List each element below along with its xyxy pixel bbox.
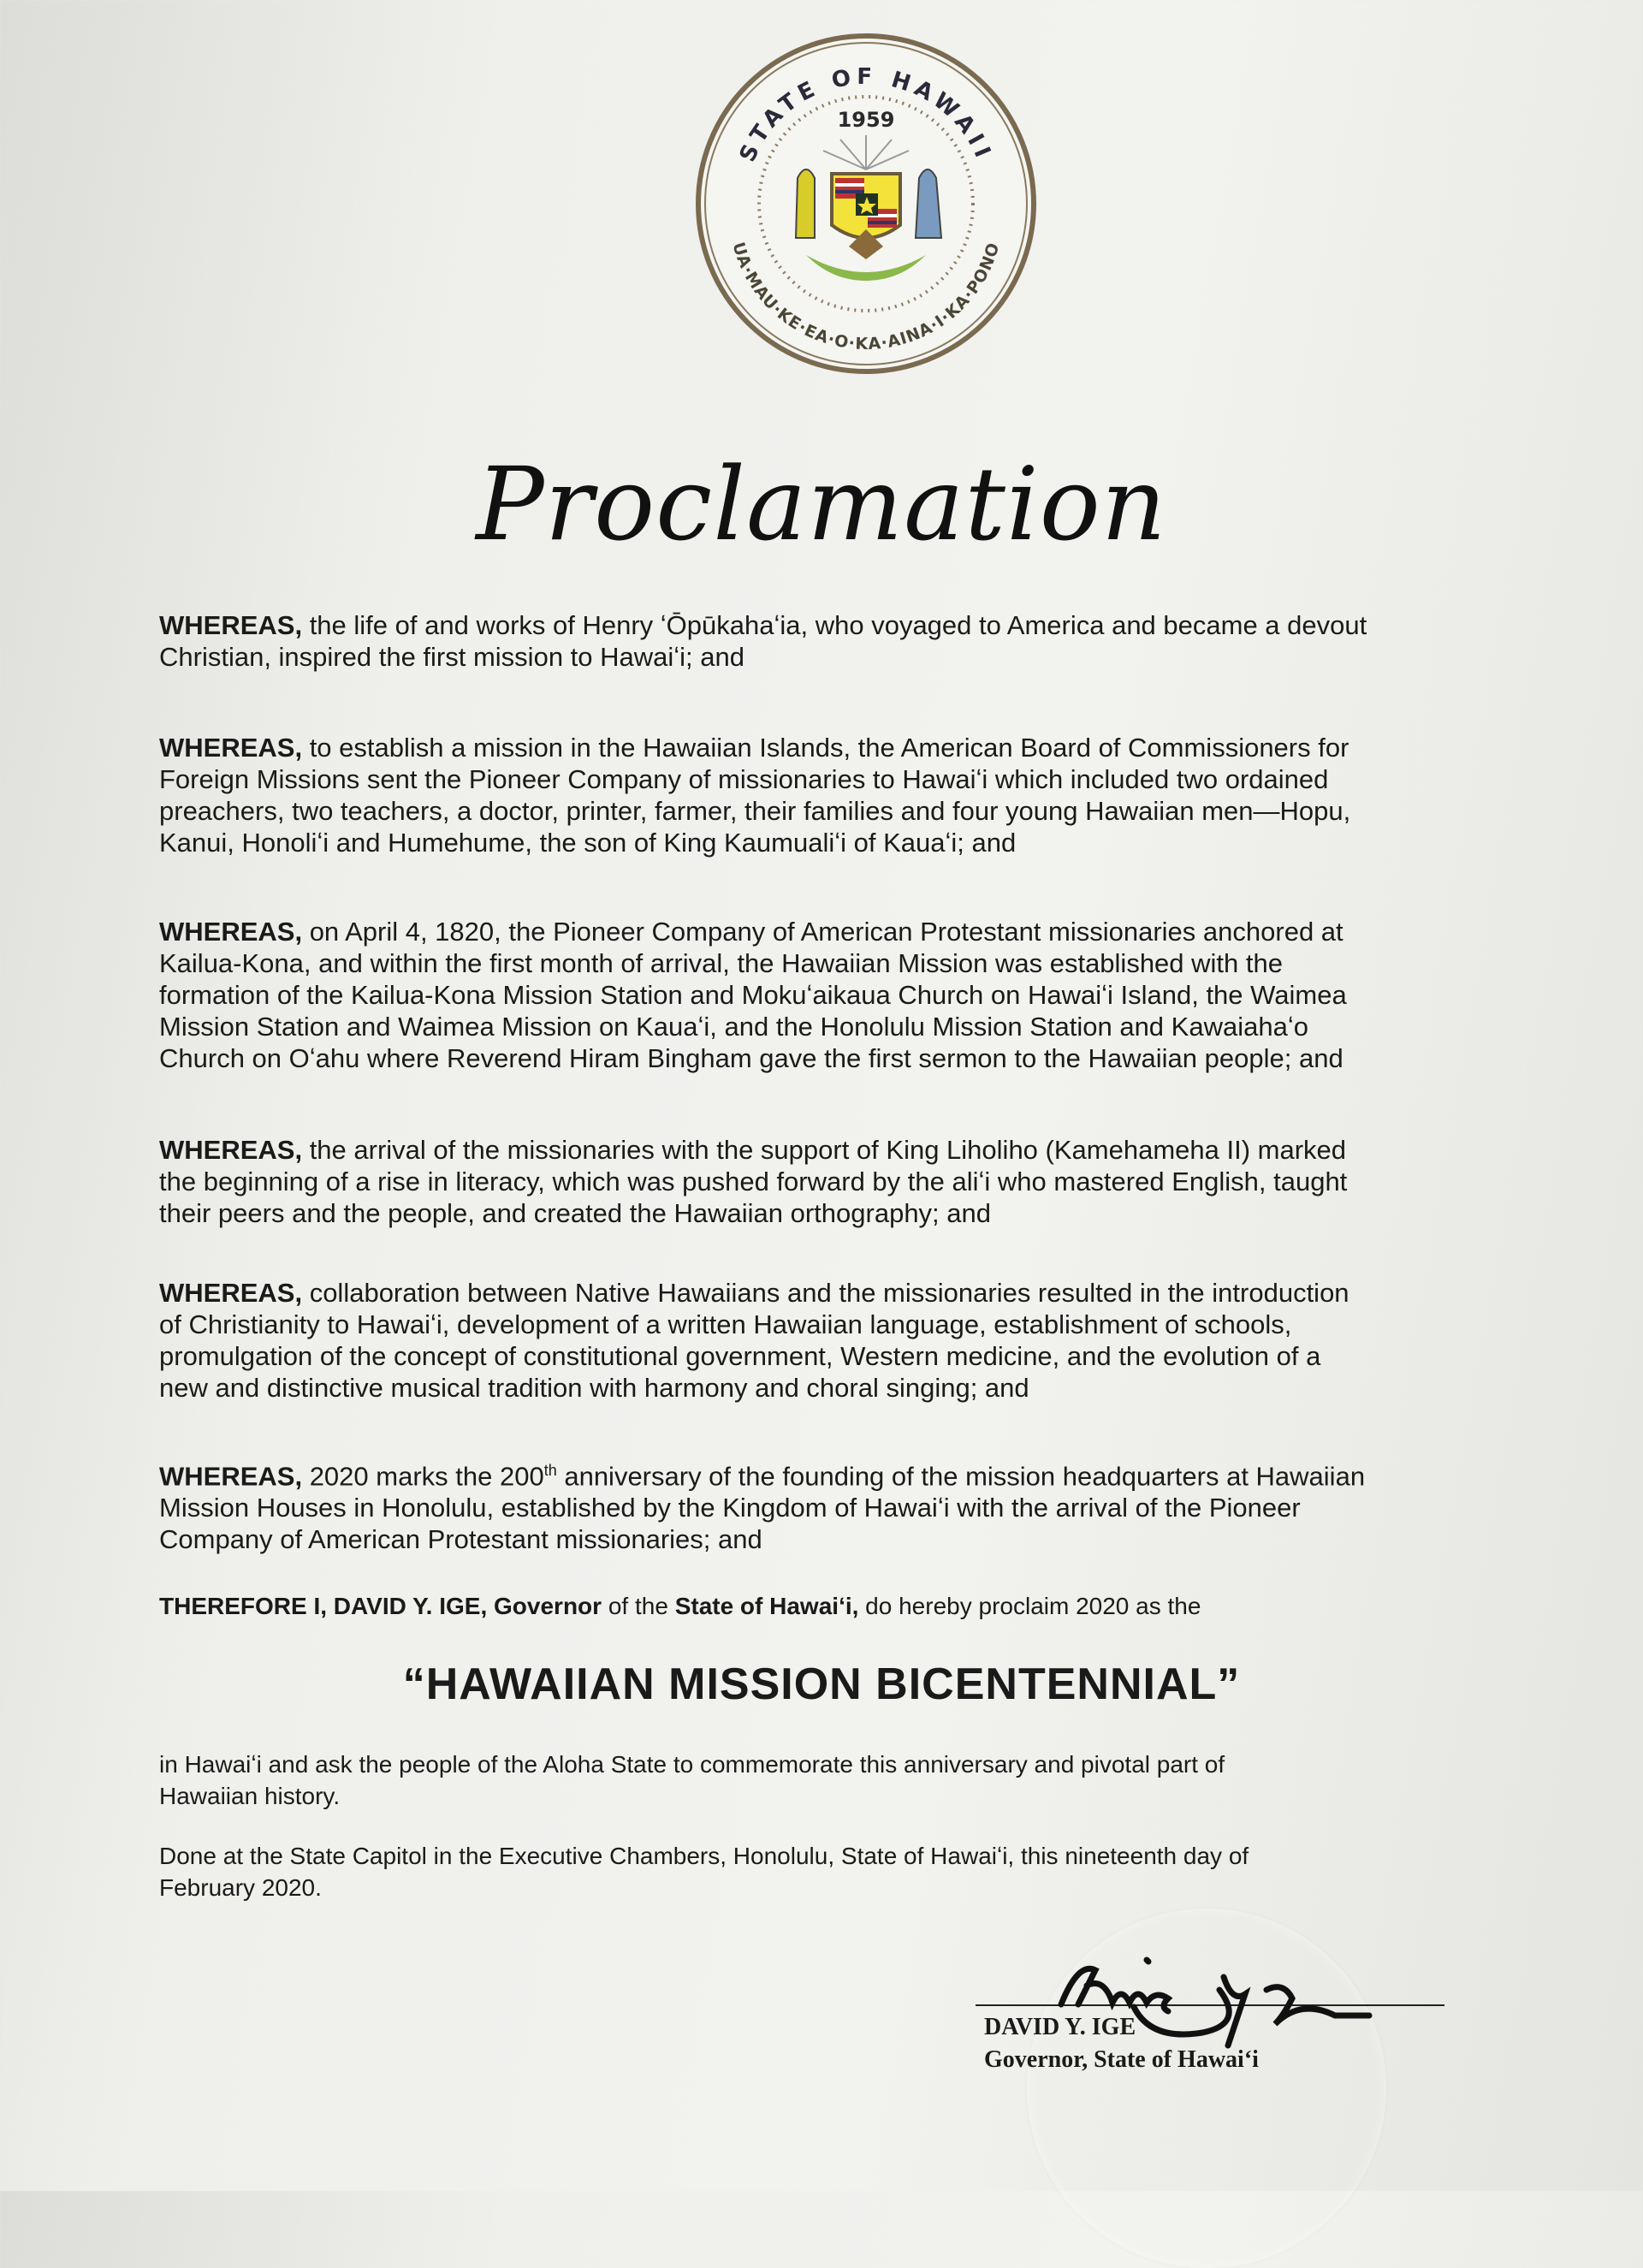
paragraph-line: formation of the Kailua-Kona Mission Station and Mokuʻaikaua Church on Hawaiʻi Island, the Waimea <box>159 980 1347 1010</box>
paragraph-line: Church on Oʻahu where Reverend Hiram Bingham gave the first sermon to the Hawaiian people; and <box>159 1043 1343 1073</box>
paragraph-line: to establish a mission in the Hawaiian Islands, the American Board of Commissioners for <box>302 733 1349 763</box>
state-seal <box>695 33 1037 375</box>
paragraph-line: of Christianity to Hawaiʻi, development of a written Hawaiian language, establishment of schools, <box>159 1309 1292 1339</box>
superscript: th <box>543 1462 557 1479</box>
document-title: Proclamation <box>476 445 1167 563</box>
paragraph-line: Mission Houses in Honolulu, established by the Kingdom of Hawaiʻi with the arrival of the Pioneer <box>159 1493 1301 1523</box>
paragraph-line: promulgation of the concept of constitutional government, Western medicine, and the evolution of a <box>159 1341 1321 1371</box>
therefore-bold: THEREFORE I, DAVID Y. IGE, Governor <box>159 1593 602 1619</box>
signatory-title: Governor, State of Hawaiʻi <box>984 2046 1259 2073</box>
whereas-lead: WHEREAS, <box>159 1461 303 1492</box>
therefore-text: of the <box>602 1593 675 1619</box>
paragraph-line: Hawaiian history. <box>159 1783 341 1809</box>
paragraph-line: Kailua-Kona, and within the first month of arrival, the Hawaiian Mission was established with the <box>159 948 1283 978</box>
paragraph-text: 2020 marks the 200 <box>302 1461 544 1492</box>
paragraph-text: anniversary of the founding of the mission headquarters at Hawaiian <box>556 1461 1366 1492</box>
proclamation-headline: “HAWAIIAN MISSION BICENTENNIAL” <box>402 1659 1241 1709</box>
whereas-lead: WHEREAS, <box>159 1135 303 1165</box>
therefore-text: do hereby proclaim 2020 as the <box>858 1593 1201 1619</box>
closing-paragraph <box>159 1748 1528 1812</box>
seal-top-text: STATE OF HAWAII <box>734 63 998 166</box>
paragraph-line: their peers and the people, and created the Hawaiian orthography; and <box>159 1198 992 1228</box>
whereas-lead: WHEREAS, <box>159 733 303 763</box>
paragraph-line: collaboration between Native Hawaiians and the missionaries resulted in the introduction <box>302 1278 1349 1308</box>
whereas-paragraph-2 <box>159 732 1528 858</box>
paragraph-line: Christian, inspired the first mission to Hawaiʻi; and <box>159 642 744 672</box>
therefore-bold: State of Hawaiʻi, <box>674 1593 859 1619</box>
whereas-lead: WHEREAS, <box>159 917 303 947</box>
paragraph-line: Kanui, Honoliʻi and Humehume, the son of King Kaumualiʻi of Kauaʻi; and <box>159 828 1017 858</box>
paragraph-line: the arrival of the missionaries with the support of King Liholiho (Kamehameha II) marked <box>302 1135 1347 1165</box>
paragraph-line: on April 4, 1820, the Pioneer Company of American Protestant missionaries anchored at <box>302 917 1343 947</box>
paragraph-line: Foreign Missions sent the Pioneer Company of missionaries to Hawaiʻi which included two ordained <box>159 764 1329 794</box>
paragraph-line: Mission Station and Waimea Mission on Kauaʻi, and the Honolulu Mission Station and Kawaiahaʻo <box>159 1012 1308 1042</box>
whereas-lead: WHEREAS, <box>159 1278 303 1308</box>
signatory-block <box>984 2011 1259 2076</box>
whereas-paragraph-4 <box>159 1134 1528 1229</box>
seal-year: 1959 <box>837 108 895 132</box>
seal-motto: UA·MAU·KE·EA·O·KA·AINA·I·KA·PONO <box>728 240 1004 354</box>
whereas-paragraph-1 <box>159 609 1528 673</box>
whereas-paragraph-6 <box>159 1455 1528 1555</box>
paragraph-line: new and distinctive musical tradition with harmony and choral singing; and <box>159 1373 1029 1403</box>
paragraph-line: Company of American Protestant missionaries; and <box>159 1524 762 1555</box>
therefore-clause <box>159 1590 1528 1622</box>
paragraph-line: Done at the State Capitol in the Executive Chambers, Honolulu, State of Hawaiʻi, this nineteenth day of <box>159 1843 1249 1869</box>
done-at-paragraph <box>159 1840 1528 1903</box>
paragraph-line: February 2020. <box>159 1874 322 1901</box>
paragraph-line: in Hawaiʻi and ask the people of the Aloha State to commemorate this anniversary and pivotal part of <box>159 1751 1225 1778</box>
whereas-paragraph-5 <box>159 1277 1528 1404</box>
whereas-paragraph-3 <box>159 916 1528 1074</box>
paragraph-line: the life of and works of Henry ʻŌpūkahaʻia, who voyaged to America and became a devout <box>302 610 1367 640</box>
paragraph-line: the beginning of a rise in literacy, which was pushed forward by the aliʻi who mastered English, taught <box>159 1167 1348 1196</box>
paragraph-line: preachers, two teachers, a doctor, printer, farmer, their families and four young Hawaiian men—Hopu, <box>159 796 1351 826</box>
whereas-lead: WHEREAS, <box>159 610 303 640</box>
signatory-name: DAVID Y. IGE <box>984 2014 1136 2040</box>
